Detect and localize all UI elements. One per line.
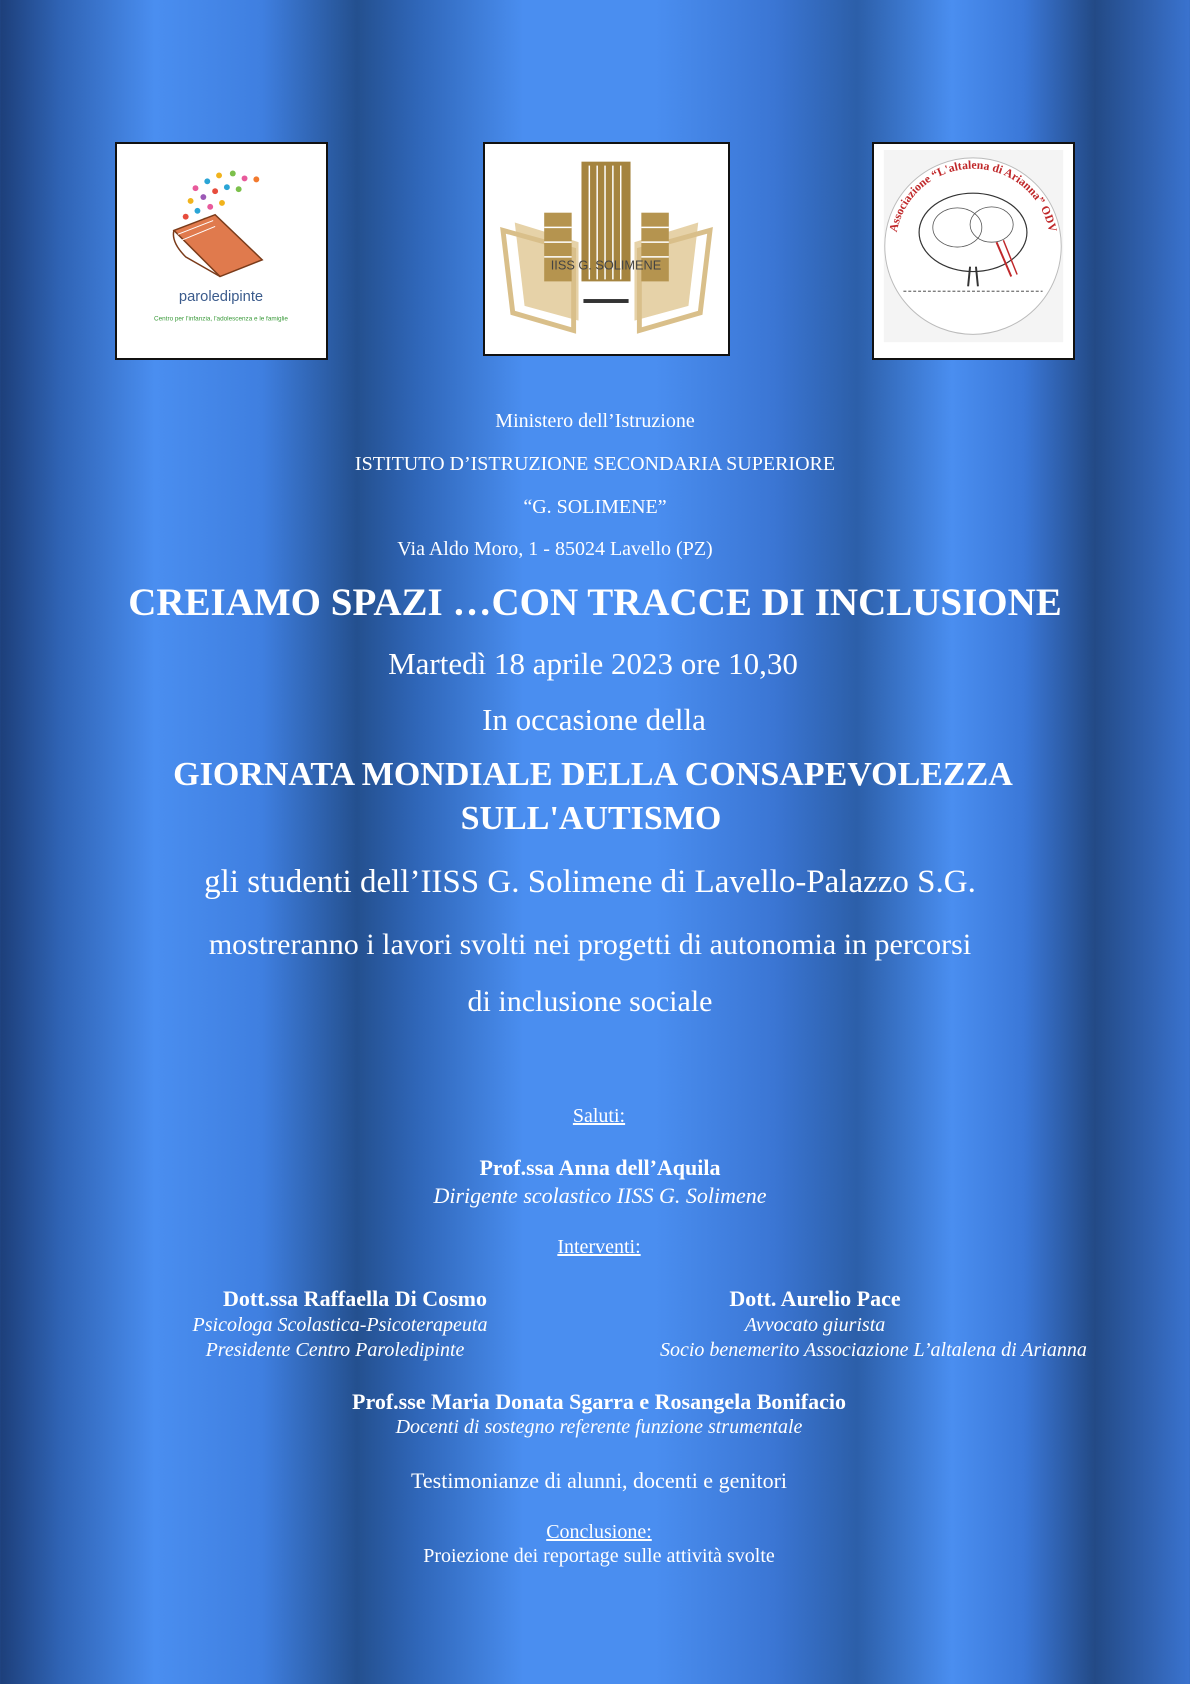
event-datetime: Martedì 18 aprile 2023 ore 10,30 (388, 646, 798, 681)
paroledipinte-logo (115, 142, 328, 360)
institute-line: ISTITUTO D’ISTRUZIONE SECONDARIA SUPERIORE (354, 453, 836, 475)
altalena-arianna-logo (872, 142, 1075, 360)
speaker-right (600, 1286, 1087, 1362)
book-buildings-icon (503, 162, 710, 331)
speaker-bottom-name: Prof.sse Maria Donata Sgarra e Rosangela Bonifacio (352, 1389, 846, 1414)
conclusion-label: Conclusione: (546, 1521, 652, 1543)
paroledipinte-tagline: Centro per l'infanzia, l'adolescenza e le famiglie (154, 315, 288, 323)
event-title: CREIAMO SPAZI …CON TRACCE DI INCLUSIONE (128, 581, 1062, 624)
ministry-line: Ministero dell’Istruzione (495, 410, 695, 432)
speaker-left (160, 1286, 550, 1362)
world-day-line-1: GIORNATA MONDIALE DELLA CONSAPEVOLEZZA (173, 756, 1013, 793)
greetings-label: Saluti: (572, 1105, 626, 1127)
greeting-speaker-name: Prof.ssa Anna dell’Aquila (479, 1155, 721, 1180)
greeting-speaker-role: Dirigente scolastico IISS G. Solimene (433, 1183, 767, 1208)
description-line-1: gli studenti dell’IISS G. Solimene di Lavello-Palazzo S.G. (204, 864, 976, 900)
conclusion-text: Proiezione dei reportage sulle attività svolte (423, 1545, 775, 1567)
speaker-right-name: Dott. Aurelio Pace (729, 1286, 901, 1311)
paroledipinte-name: paroledipinte (178, 289, 264, 306)
speaker-bottom-role: Docenti di sostegno referente funzione strumentale (395, 1416, 803, 1438)
school-name: “G. SOLIMENE” (523, 496, 667, 518)
address-line: Via Aldo Moro, 1 - 85024 Lavello (PZ) (397, 538, 713, 560)
iiss-solimene-logo (483, 142, 730, 356)
event-occasion: In occasione della (482, 702, 706, 737)
description-line-2: mostreranno i lavori svolti nei progetti di autonomia in percorsi (208, 928, 972, 961)
speaker-right-role-2: Socio benemerito Associazione L’altalena di Arianna (660, 1339, 1087, 1361)
description-line-3: di inclusione sociale (467, 985, 713, 1018)
altalena-logo-text: Associazione “L'altalena di Arianna” ODV (886, 158, 1060, 234)
testimonies-line: Testimonianze di alunni, docenti e genitori (410, 1468, 788, 1493)
speaker-left-name: Dott.ssa Raffaella Di Cosmo (223, 1286, 487, 1311)
talks-label: Interventi: (557, 1236, 641, 1258)
speaker-left-role-2: Presidente Centro Paroledipinte (205, 1339, 465, 1361)
open-book-icon (173, 215, 262, 277)
color-dots-icon (183, 171, 260, 224)
speaker-right-role-1: Avvocato giurista (744, 1314, 886, 1336)
world-day-line-2: SULL'AUTISMO (460, 800, 722, 837)
solimene-logo-text: IISS G. SOLIMENE (550, 257, 662, 273)
speaker-left-role-1: Psicologa Scolastica-Psicoterapeuta (192, 1314, 488, 1336)
